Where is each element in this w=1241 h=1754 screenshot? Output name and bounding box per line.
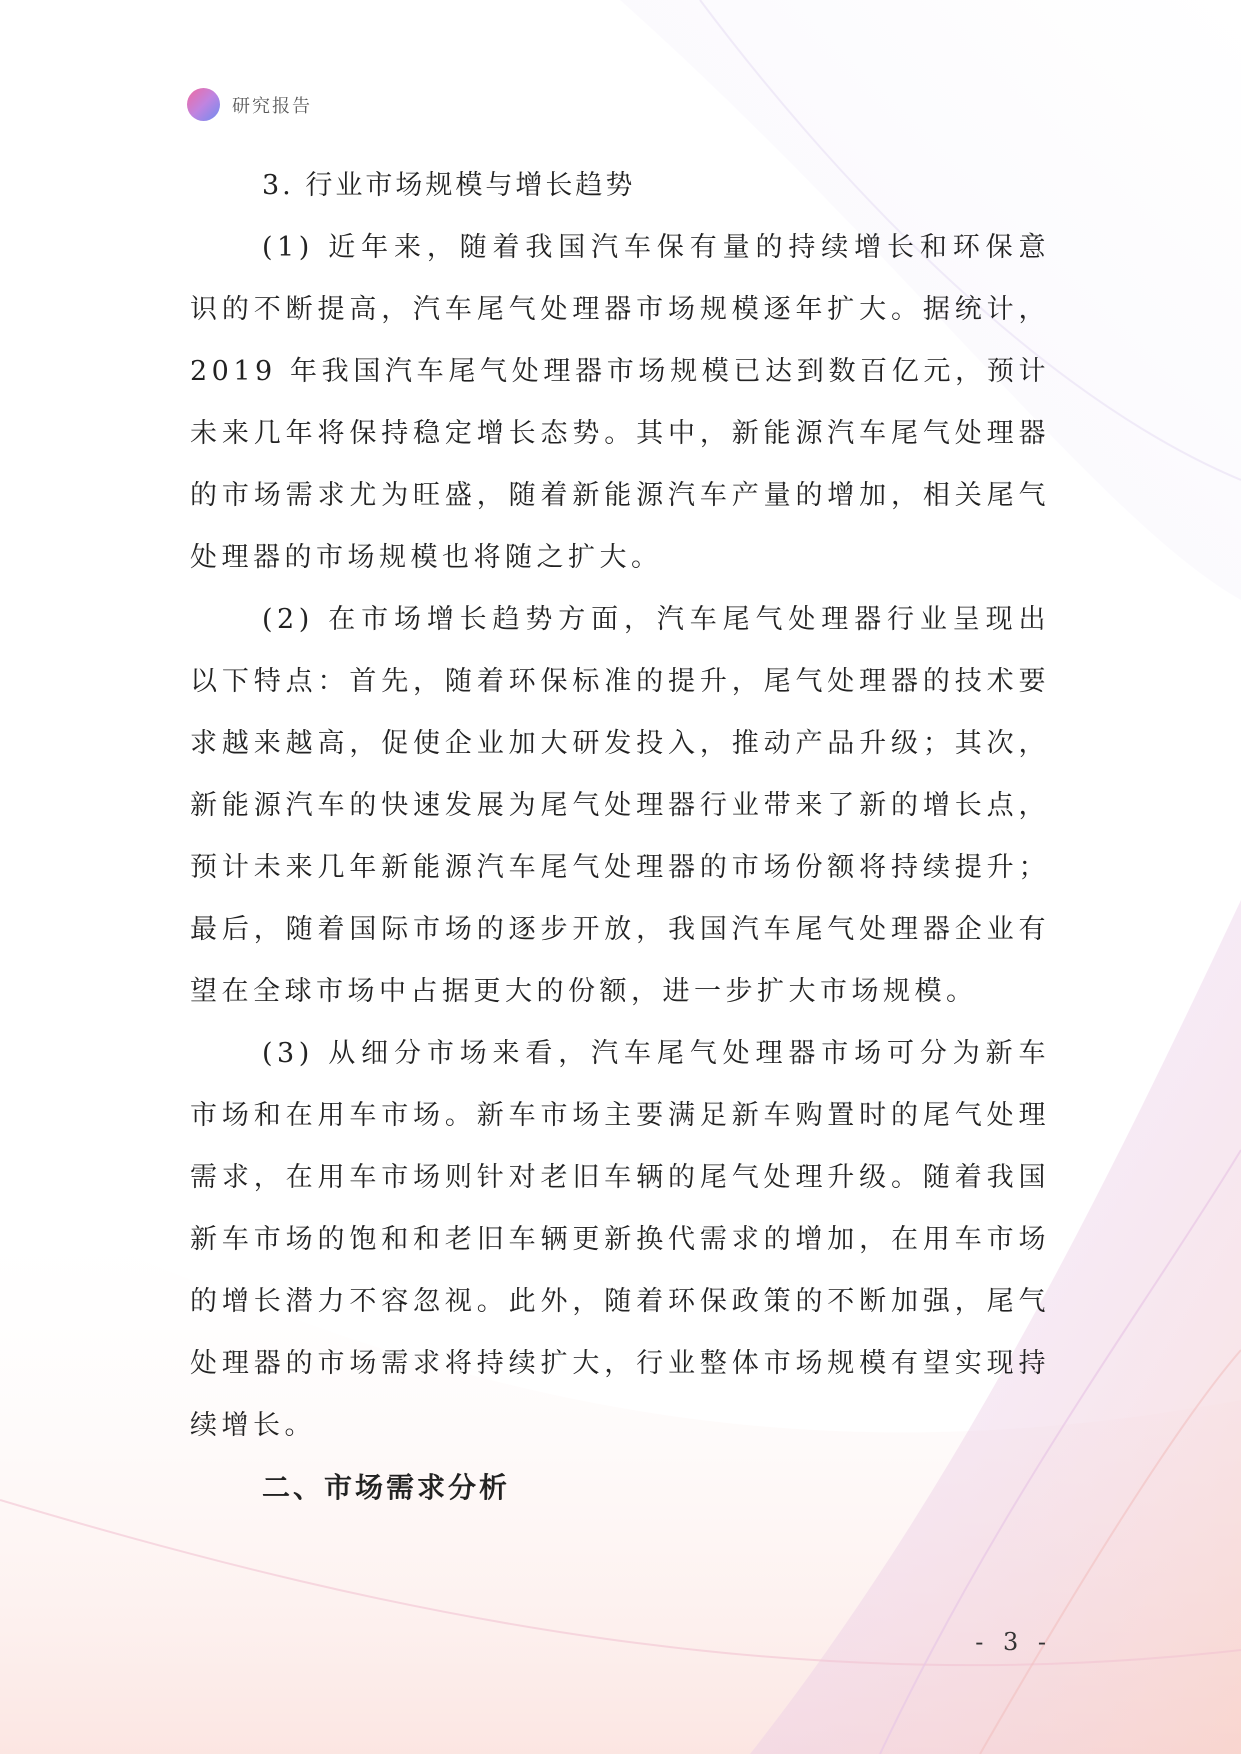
paragraph-1: (1) 近年来，随着我国汽车保有量的持续增长和环保意识的不断提高，汽车尾气处理器市场规模逐年扩大。据统计，2019 年我国汽车尾气处理器市场规模已达到数百亿元，预计未来几年将保持稳定增长态势。其中，新能源汽车尾气处理器的市场需求尤为旺盛，随着新能源汽车产量的增加，相关尾气处理器的市场规模也将随之扩大。 [190, 232, 1050, 573]
paragraph-3: (3) 从细分市场来看，汽车尾气处理器市场可分为新车市场和在用车市场。新车市场主要满足新车购置时的尾气处理需求，在用车市场则针对老旧车辆的尾气处理升级。随着我国新车市场的饱和和老旧车辆更新换代需求的增加，在用车市场的增长潜力不容忽视。此外，随着环保政策的不断加强，尾气处理器的市场需求将持续扩大，行业整体市场规模有望实现持续增长。 [190, 1038, 1050, 1441]
document-header [187, 88, 312, 121]
chapter-heading: 二、市场需求分析 [262, 1471, 511, 1504]
logo-icon [187, 88, 220, 121]
header-label: 研究报告 [232, 95, 312, 117]
paragraph-2: (2) 在市场增长趋势方面，汽车尾气处理器行业呈现出以下特点：首先，随着环保标准的提升，尾气处理器的技术要求越来越高，促使企业加大研发投入，推动产品升级；其次，新能源汽车的快速发展为尾气处理器行业带来了新的增长点，预计未来几年新能源汽车尾气处理器的市场份额将持续提升；最后，随着国际市场的逐步开放，我国汽车尾气处理器企业有望在全球市场中占据更大的份额，进一步扩大市场规模。 [190, 604, 1050, 1007]
document-body [190, 155, 1050, 1519]
section-heading: 3. 行业市场规模与增长趋势 [262, 170, 636, 201]
page-number: - 3 - [975, 1628, 1052, 1656]
